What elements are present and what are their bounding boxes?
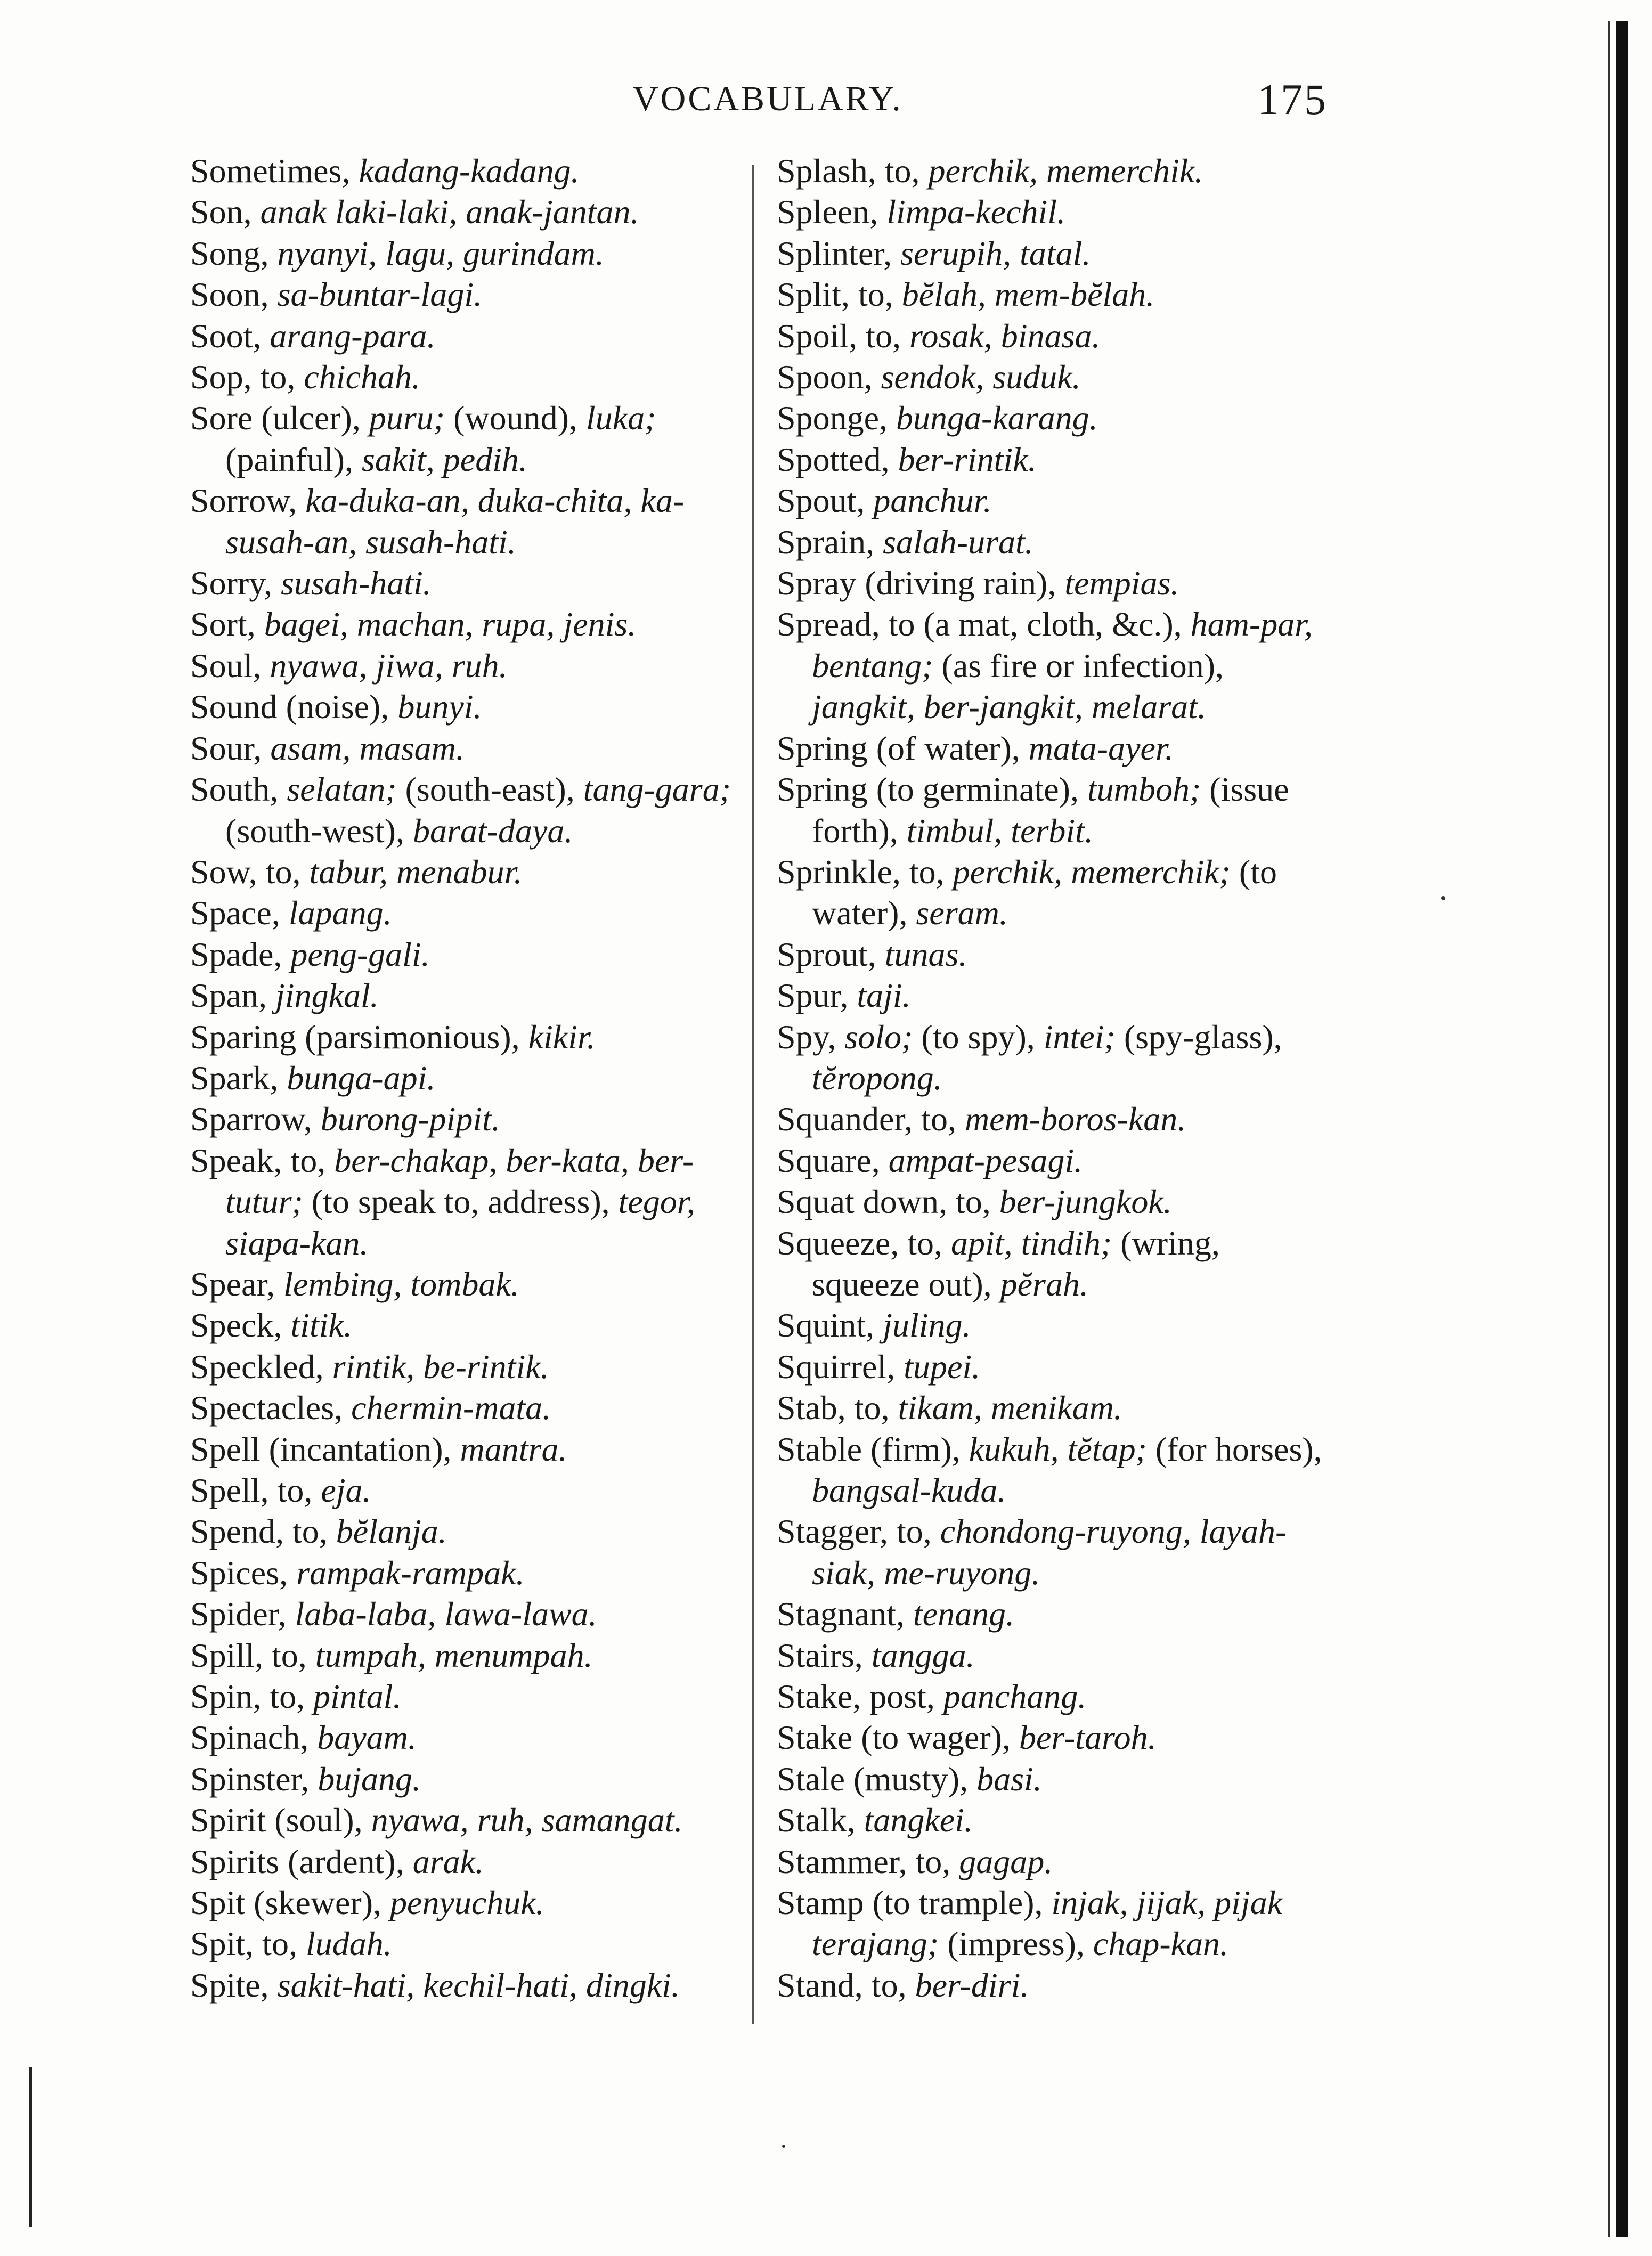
vocabulary-entry: Stand, to, ber-diri. — [777, 1966, 1029, 2004]
vocabulary-entry: Spy, solo; (to spy), intei; (spy-glass), tĕropong. — [777, 1017, 1282, 1097]
page-edge-bar — [1616, 21, 1628, 2237]
vocabulary-entry: Spur, taji. — [777, 976, 911, 1015]
vocabulary-entry: Span, jingkal. — [190, 976, 379, 1015]
vocabulary-entry: Speak, to, ber-chakap, ber-kata, ber-tutur; (to speak to, address), tegor, siapa-kan. — [190, 1141, 695, 1262]
vocabulary-entry: Square, ampat-pesagi. — [777, 1141, 1083, 1179]
vocabulary-entry: Sprinkle, to, perchik, memerchik; (to water), seram. — [777, 852, 1277, 932]
vocabulary-entry: Song, nyanyi, lagu, gurindam. — [190, 234, 604, 272]
ink-speck — [1441, 896, 1445, 900]
vocabulary-entry: Splinter, serupih, tatal. — [777, 234, 1091, 272]
vocabulary-entry: Speck, titik. — [190, 1306, 352, 1345]
page-number: 175 — [1257, 75, 1328, 124]
vocabulary-entry: South, selatan; (south-east), tang-gara; (south-west), barat-daya. — [190, 770, 731, 850]
vocabulary-entry: Sort, bagei, machan, rupa, jenis. — [190, 605, 637, 644]
vocabulary-entry: Squander, to, mem-boros-kan. — [777, 1100, 1186, 1138]
vocabulary-entry: Stammer, to, gagap. — [777, 1842, 1053, 1880]
vocabulary-entry: Sparrow, burong-pipit. — [190, 1100, 500, 1138]
vocabulary-entry: Son, anak laki-laki, anak-jantan. — [190, 193, 639, 231]
vocabulary-entry: Stake (to wager), ber-taroh. — [777, 1719, 1157, 1757]
vocabulary-entry: Spread, to (a mat, cloth, &c.), ham-par, bentang; (as fire or infection), jangkit, ber-jangkit, melarat. — [777, 605, 1313, 726]
vocabulary-entry: Spring (of water), mata-ayer. — [777, 729, 1174, 767]
vocabulary-column-right — [777, 150, 1327, 2006]
vocabulary-entry: Sorry, susah-hati. — [190, 564, 432, 602]
vocabulary-column-left — [190, 150, 739, 2006]
vocabulary-entry: Squint, juling. — [777, 1306, 971, 1345]
vocabulary-entry: Sometimes, kadang-kadang. — [190, 152, 580, 190]
running-head: VOCABULARY. — [633, 79, 903, 118]
vocabulary-entry: Spices, rampak-rampak. — [190, 1553, 525, 1592]
vocabulary-entry: Stake, post, panchang. — [777, 1677, 1087, 1716]
vocabulary-entry: Spill, to, tumpah, menumpah. — [190, 1636, 593, 1674]
ink-speck — [782, 2145, 785, 2148]
vocabulary-entry: Sop, to, chichah. — [190, 358, 420, 396]
vocabulary-entry: Spout, panchur. — [777, 482, 992, 520]
vocabulary-entry: Sow, to, tabur, menabur. — [190, 852, 523, 891]
vocabulary-entry: Sprout, tunas. — [777, 935, 967, 973]
vocabulary-entry: Spear, lembing, tombak. — [190, 1265, 519, 1303]
vocabulary-entry: Spin, to, pintal. — [190, 1677, 402, 1716]
vocabulary-entry: Spirit (soul), nyawa, ruh, samangat. — [190, 1801, 683, 1839]
vocabulary-entry: Sparing (parsimonious), kikir. — [190, 1017, 596, 1056]
vocabulary-entry: Sprain, salah-urat. — [777, 523, 1033, 561]
vocabulary-entry: Space, lapang. — [190, 894, 392, 932]
vocabulary-entry: Stamp (to trample), injak, jijak, pijak terajang; (impress), chap-kan. — [777, 1884, 1283, 1963]
vocabulary-entry: Spoil, to, rosak, binasa. — [777, 316, 1101, 355]
vocabulary-entry: Spider, laba-laba, lawa-lawa. — [190, 1595, 597, 1633]
vocabulary-entry: Stab, to, tikam, menikam. — [777, 1389, 1122, 1427]
page-edge-line — [1608, 21, 1610, 2237]
vocabulary-entry: Squat down, to, ber-jungkok. — [777, 1183, 1172, 1221]
vocabulary-entry: Splash, to, perchik, memerchik. — [777, 152, 1203, 190]
vocabulary-entry: Spinster, bujang. — [190, 1760, 421, 1798]
vocabulary-entry: Spoon, sendok, suduk. — [777, 358, 1081, 396]
vocabulary-entry: Sour, asam, masam. — [190, 729, 465, 767]
vocabulary-entry: Spectacles, chermin-mata. — [190, 1389, 551, 1427]
vocabulary-entry: Spit (skewer), penyuchuk. — [190, 1884, 544, 1922]
page-edge-mark — [29, 2067, 32, 2227]
vocabulary-entry: Sound (noise), bunyi. — [190, 688, 482, 726]
vocabulary-entry: Soon, sa-buntar-lagi. — [190, 275, 483, 314]
vocabulary-entry: Spray (driving rain), tempias. — [777, 564, 1179, 602]
vocabulary-entry: Spotted, ber-rintik. — [777, 440, 1037, 478]
vocabulary-entry: Stalk, tangkei. — [777, 1801, 973, 1839]
vocabulary-entry: Sponge, bunga-karang. — [777, 399, 1098, 437]
column-divider — [752, 165, 754, 2024]
vocabulary-entry: Spleen, limpa-kechil. — [777, 193, 1066, 231]
vocabulary-entry: Stagger, to, chondong-ruyong, layah-siak, me-ruyong. — [777, 1512, 1287, 1592]
vocabulary-entry: Stairs, tangga. — [777, 1636, 975, 1674]
vocabulary-entry: Spinach, bayam. — [190, 1719, 417, 1757]
vocabulary-entry: Stagnant, tenang. — [777, 1595, 1015, 1633]
vocabulary-entry: Speckled, rintik, be-rintik. — [190, 1347, 549, 1386]
vocabulary-entry: Sore (ulcer), puru; (wound), luka; (painful), sakit, pedih. — [190, 399, 656, 478]
vocabulary-entry: Spade, peng-gali. — [190, 935, 430, 973]
vocabulary-entry: Squeeze, to, apit, tindih; (wring, squeeze out), pĕrah. — [777, 1224, 1220, 1303]
vocabulary-entry: Spring (to germinate), tumboh; (issue forth), timbul, terbit. — [777, 770, 1289, 850]
vocabulary-entry: Spark, bunga-api. — [190, 1058, 436, 1097]
vocabulary-entry: Stable (firm), kukuh, tĕtap; (for horses), bangsal-kuda. — [777, 1430, 1322, 1509]
vocabulary-entry: Spit, to, ludah. — [190, 1925, 392, 1963]
vocabulary-entry: Soot, arang-para. — [190, 316, 436, 355]
vocabulary-entry: Spite, sakit-hati, kechil-hati, dingki. — [190, 1966, 680, 2004]
vocabulary-entry: Soul, nyawa, jiwa, ruh. — [190, 646, 508, 685]
vocabulary-entry: Sorrow, ka-duka-an, duka-chita, ka-susah-an, susah-hati. — [190, 482, 685, 561]
vocabulary-entry: Split, to, bĕlah, mem-bĕlah. — [777, 275, 1155, 314]
vocabulary-entry: Squirrel, tupei. — [777, 1347, 981, 1386]
vocabulary-entry: Spend, to, bĕlanja. — [190, 1512, 447, 1551]
vocabulary-entry: Spirits (ardent), arak. — [190, 1842, 484, 1880]
vocabulary-entry: Spell (incantation), mantra. — [190, 1430, 567, 1468]
vocabulary-entry: Spell, to, eja. — [190, 1471, 371, 1509]
vocabulary-entry: Stale (musty), basi. — [777, 1760, 1042, 1798]
